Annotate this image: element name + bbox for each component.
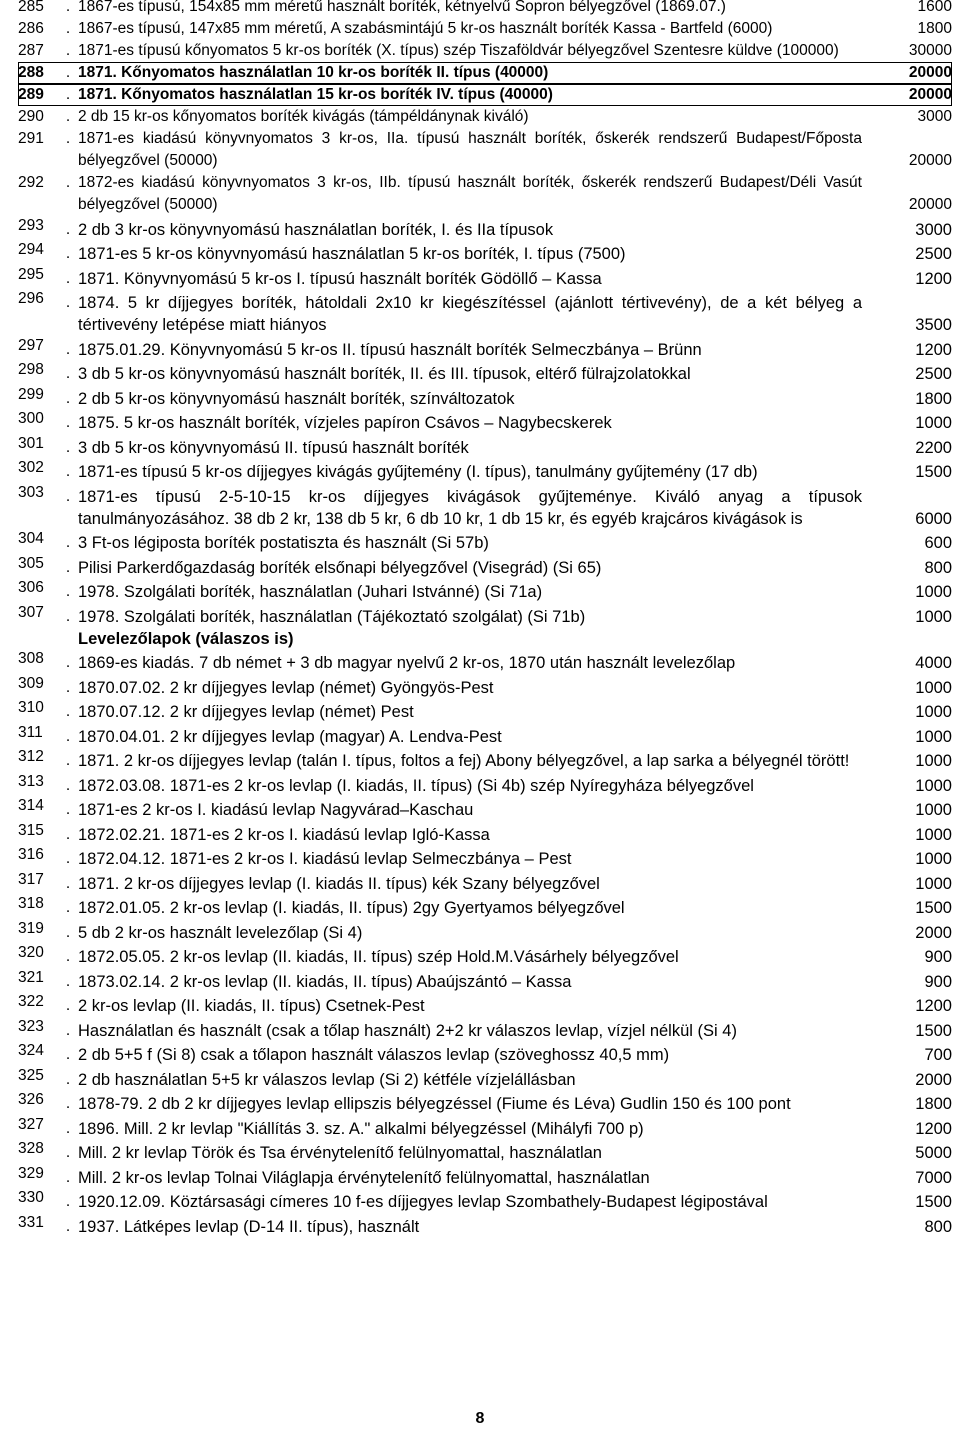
section-title: Levelezőlapok (válaszos is) <box>78 629 294 648</box>
lot-number: 320 <box>18 944 44 961</box>
lot-number: 316 <box>18 846 44 863</box>
lot-price: 1000 <box>915 801 952 819</box>
list-item: 295 . 1871. Könyvnyomású 5 kr-os I. típusú használt boríték Gödöllő – Kassa 1200 <box>18 265 952 288</box>
lot-number: 321 <box>18 968 44 986</box>
lot-number: 310 <box>18 699 44 716</box>
list-item: 296 . 1874. 5 kr díjjegyes boríték, hátoldali 2x10 kr kiegészítéssel (ajánlott tértivevény), de a két bélyeg a tértivevény letépése miatt hiányos 3500 <box>18 290 952 334</box>
lot-price: 2500 <box>915 365 952 383</box>
lot-description: 1872.03.08. 1871-es 2 kr-os levlap (I. kiadás, II. típus) (Si 4b) szép Nyíregyháza bélyegzővel <box>78 776 754 795</box>
lot-price: 7000 <box>915 1168 952 1187</box>
list-item: 319 . 5 db 2 kr-os használt levelezőlap (Si 4) 2000 <box>18 919 952 942</box>
lot-number: 290 <box>18 108 44 125</box>
lot-description: 1870.07.02. 2 kr díjjegyes levlap (német) Gyöngyös-Pest <box>78 678 494 697</box>
lot-number: 328 <box>18 1140 44 1157</box>
lot-number: 323 <box>18 1017 44 1035</box>
lot-number: 331 <box>18 1213 44 1231</box>
lot-number: 315 <box>18 821 44 839</box>
lot-price: 20000 <box>908 152 952 169</box>
lot-price: 1800 <box>917 20 952 37</box>
list-item: 314 . 1871-es 2 kr-os I. kiadású levlap Nagyvárad–Kaschau 1000 <box>18 797 952 819</box>
lot-price: 2500 <box>915 245 952 263</box>
list-item: 311 . 1870.04.01. 2 kr díjjegyes levlap (magyar) A. Lendva-Pest 1000 <box>18 723 952 746</box>
lot-price: 1200 <box>915 997 952 1015</box>
lot-description: 2 db 5 kr-os könyvnyomású használt boríték, színváltozatok <box>78 389 515 408</box>
lot-description: 3 Ft-os légiposta boríték postatiszta és használt (Si 57b) <box>78 534 489 552</box>
lot-description: 1870.07.12. 2 kr díjjegyes levlap (német) Pest <box>78 703 414 721</box>
list-item: 294 . 1871-es 5 kr-os könyvnyomású használatlan 5 kr-os boríték, I. típus (7500) 2500 <box>18 241 952 263</box>
lot-price: 800 <box>924 558 952 577</box>
list-item: 305 . Pilisi Parkerdőgazdaság boríték elsőnapi bélyegzővel (Visegrád) (Si 65) 800 <box>18 554 952 577</box>
lot-description: 1872.01.05. 2 kr-os levlap (I. kiadás, II. típus) 2gy Gyertyamos bélyegzővel <box>78 899 625 917</box>
lot-description: 1869-es kiadás. 7 db német + 3 db magyar nyelvű 2 kr-os, 1870 után használt levelezőlap <box>78 654 736 672</box>
lot-price: 1800 <box>915 1095 952 1113</box>
lot-number: 314 <box>18 797 44 814</box>
list-item: 327 . 1896. Mill. 2 kr levlap "Kiállítás 3. sz. A." alkalmi bélyegzéssel (Mihályfi 700 p) 1200 <box>18 1115 952 1138</box>
lot-number: 327 <box>18 1115 44 1133</box>
lot-description: Mill. 2 kr levlap Török és Tsa érvénytelenítő felülnyomattal, használatlan <box>78 1144 602 1162</box>
list-item: 291 . 1871-es kiadású könyvnyomatos 3 kr-os, IIa. típusú használt boríték, őskerék rendszerű Budapest/Főposta bélyegzővel (50000) 20000 <box>18 128 952 172</box>
lot-price: 1500 <box>915 463 952 481</box>
lot-price: 1200 <box>915 269 952 288</box>
lot-description: 1872.02.21. 1871-es 2 kr-os I. kiadású levlap Igló-Kassa <box>78 825 490 844</box>
lot-number: 304 <box>18 530 44 547</box>
lot-description: 1867-es típusú, 147x85 mm méretű, A szabásmintájú 5 kr-os használt boríték Kassa - Bartfeld (6000) <box>78 20 773 37</box>
list-item: 315 . 1872.02.21. 1871-es 2 kr-os I. kiadású levlap Igló-Kassa 1000 <box>18 821 952 844</box>
lot-description: 1871-es kiadású könyvnyomatos 3 kr-os, IIa. típusú használt boríték, őskerék rendszerű Budapest/Főposta bélyegzővel (50000) <box>78 130 862 169</box>
lot-price: 1000 <box>915 850 952 868</box>
lot-description: 1871. Könyvnyomású 5 kr-os I. típusú használt boríték Gödöllő – Kassa <box>78 269 602 288</box>
lot-description: 1871. Kőnyomatos használatlan 10 kr-os boríték II. típus (40000) <box>78 64 549 81</box>
lot-number: 305 <box>18 554 44 572</box>
lot-price: 1000 <box>915 776 952 795</box>
lot-price: 1000 <box>915 678 952 697</box>
lot-description: 1874. 5 kr díjjegyes boríték, hátoldali 2x10 kr kiegészítéssel (ajánlott tértivevény), de a két bélyeg a tértivevény letépése miatt hiányos <box>78 294 862 334</box>
lot-price: 1500 <box>915 1021 952 1040</box>
lot-number: 286 <box>18 20 44 37</box>
page-number: 8 <box>475 1410 485 1427</box>
lot-number: 295 <box>18 265 44 283</box>
lot-description: 1871-es típusú 2-5-10-15 kr-os díjjegyes kivágások gyűjteménye. Kiváló anyag a típusok tanulmányozásához. 38 db 2 kr, 138 db 5 kr, 6 db 10 kr, 1 db 15 kr, és egyéb krajcáros kivágások is <box>78 487 862 528</box>
lot-description: 2 db 15 kr-os kőnyomatos boríték kivágás (támpéldánynak kiváló) <box>78 108 529 125</box>
lot-number: 294 <box>18 241 44 258</box>
lot-description: 1920.12.09. Köztársasági címeres 10 f-es díjjegyes levlap Szombathely-Budapest légipostával <box>78 1193 768 1211</box>
lot-number: 325 <box>18 1066 44 1084</box>
lot-number: 299 <box>18 385 44 403</box>
list-item: 298 . 3 db 5 kr-os könyvnyomású használt boríték, II. és III. típusok, eltérő fülrajzolatokkal 2500 <box>18 361 952 383</box>
list-item: 307 . 1978. Szolgálati boríték, használatlan (Tájékoztató szolgálat) (Si 71b) 1000 <box>18 603 952 626</box>
list-item: 326 . 1878-79. 2 db 2 kr díjjegyes levlap ellipszis bélyegzéssel (Fiume és Léva) Gudlin 150 és 100 pont 1800 <box>18 1091 952 1113</box>
lot-price: 3000 <box>917 108 952 125</box>
list-item: 309 . 1870.07.02. 2 kr díjjegyes levlap (német) Gyöngyös-Pest 1000 <box>18 674 952 697</box>
lot-price: 1000 <box>915 752 952 770</box>
list-item: 292 . 1872-es kiadású könyvnyomatos 3 kr-os, IIb. típusú használt boríték, őskerék rendszerű Budapest/Déli Vasút bélyegzővel (50000) 20000 <box>18 172 952 216</box>
lot-price: 1000 <box>915 874 952 893</box>
lot-number: 308 <box>18 650 44 667</box>
lot-description: 1871-es 2 kr-os I. kiadású levlap Nagyvárad–Kaschau <box>78 801 474 819</box>
list-item: 310 . 1870.07.12. 2 kr díjjegyes levlap (német) Pest 1000 <box>18 699 952 721</box>
list-item: 330 . 1920.12.09. Köztársasági címeres 10 f-es díjjegyes levlap Szombathely-Budapest légipostával 1500 <box>18 1189 952 1211</box>
lot-price: 20000 <box>908 64 952 81</box>
list-item: 306 . 1978. Szolgálati boríték, használatlan (Juhari Istvánné) (Si 71a) 1000 <box>18 579 952 601</box>
lot-price: 1800 <box>915 389 952 408</box>
lot-description: 1873.02.14. 2 kr-os levlap (II. kiadás, II. típus) Abaújszántó – Kassa <box>78 972 572 991</box>
lot-price: 1000 <box>915 727 952 746</box>
lot-number: 301 <box>18 434 44 452</box>
list-item: 304 . 3 Ft-os légiposta boríték postatiszta és használt (Si 57b) 600 <box>18 530 952 552</box>
lot-price: 1000 <box>915 607 952 626</box>
lot-price: 2000 <box>915 1070 952 1089</box>
lot-number: 309 <box>18 674 44 692</box>
lot-price: 700 <box>924 1046 952 1064</box>
lot-price: 2000 <box>915 923 952 942</box>
lot-number: 298 <box>18 361 44 378</box>
lot-number: 296 <box>18 290 44 307</box>
lot-number: 311 <box>18 723 43 741</box>
lot-number: 329 <box>18 1164 44 1182</box>
lot-description: 1871-es típusú kőnyomatos 5 kr-os boríték (X. típus) szép Tiszaföldvár bélyegzővel Szentesre küldve (100000) <box>78 42 839 59</box>
lot-number: 288 <box>18 64 44 81</box>
list-item: 312 . 1871. 2 kr-os díjjegyes levlap (talán I. típus, foltos a fej) Abony bélyegzővel, a lap sarka a bélyegnél törött! 1000 <box>18 748 952 770</box>
lot-number: 303 <box>18 483 44 501</box>
list-item: 328 . Mill. 2 kr levlap Török és Tsa érvénytelenítő felülnyomattal, használatlan 5000 <box>18 1140 952 1162</box>
lot-number: 297 <box>18 336 44 354</box>
lot-number: 302 <box>18 459 44 476</box>
lot-price: 600 <box>924 534 952 552</box>
lot-price: 30000 <box>908 42 952 59</box>
lot-price: 900 <box>924 948 952 966</box>
lot-price: 1000 <box>915 583 952 601</box>
lot-description: 1878-79. 2 db 2 kr díjjegyes levlap ellipszis bélyegzéssel (Fiume és Léva) Gudlin 150 és 100 pont <box>78 1095 791 1113</box>
lot-description: Mill. 2 kr-os levlap Tolnai Világlapja érvénytelenítő felülnyomattal, használatlan <box>78 1168 650 1187</box>
lot-price: 1500 <box>915 1193 952 1211</box>
list-item: 321 . 1873.02.14. 2 kr-os levlap (II. kiadás, II. típus) Abaújszántó – Kassa 900 <box>18 968 952 991</box>
lot-description: 2 db 5+5 f (Si 8) csak a tőlapon használt válaszos levlap (szöveghossz 40,5 mm) <box>78 1046 670 1064</box>
lot-number: 312 <box>18 748 44 765</box>
list-item: 287 . 1871-es típusú kőnyomatos 5 kr-os boríték (X. típus) szép Tiszaföldvár bélyegzővel Szentesre küldve (100000) 30000 <box>18 40 952 62</box>
lot-number: 318 <box>18 895 44 912</box>
lot-description: Használatlan és használt (csak a tőlap használt) 2+2 kr válaszos levlap, vízjel nélkül (Si 4) <box>78 1021 737 1040</box>
lot-description: 1870.04.01. 2 kr díjjegyes levlap (magyar) A. Lendva-Pest <box>78 727 502 746</box>
lot-number: 326 <box>18 1091 44 1108</box>
lot-description: Pilisi Parkerdőgazdaság boríték elsőnapi bélyegzővel (Visegrád) (Si 65) <box>78 558 602 577</box>
lot-description: 1872.05.05. 2 kr-os levlap (II. kiadás, II. típus) szép Hold.M.Vásárhely bélyegzővel <box>78 948 679 966</box>
lot-description: 5 db 2 kr-os használt levelezőlap (Si 4) <box>78 923 363 942</box>
lot-description: 1871. Kőnyomatos használatlan 15 kr-os boríték IV. típus (40000) <box>78 86 553 103</box>
list-item: 324 . 2 db 5+5 f (Si 8) csak a tőlapon használt válaszos levlap (szöveghossz 40,5 mm) 700 <box>18 1042 952 1064</box>
lot-price: 1500 <box>915 899 952 917</box>
lot-number: 289 <box>18 86 44 103</box>
list-item: 308 . 1869-es kiadás. 7 db német + 3 db magyar nyelvű 2 kr-os, 1870 után használt levelezőlap 4000 <box>18 650 952 672</box>
lot-number: 313 <box>18 772 44 790</box>
lot-description: 2 db használatlan 5+5 kr válaszos levlap (Si 2) kétféle vízjelállásban <box>78 1070 576 1089</box>
lot-description: 1875.01.29. Könyvnyomású 5 kr-os II. típusú használt boríték Selmeczbánya – Brünn <box>78 340 702 359</box>
lot-price: 1200 <box>915 340 952 359</box>
lot-description: 1871-es típusú 5 kr-os díjjegyes kivágás gyűjtemény (I. típus), tanulmány gyűjtemény (17 db) <box>78 463 758 481</box>
lot-description: 1872.04.12. 1871-es 2 kr-os I. kiadású levlap Selmeczbánya – Pest <box>78 850 572 868</box>
list-item: 329 . Mill. 2 kr-os levlap Tolnai Világlapja érvénytelenítő felülnyomattal, használatlan 7000 <box>18 1164 952 1187</box>
list-item: 290 . 2 db 15 kr-os kőnyomatos boríték kivágás (támpéldánynak kiváló) 3000 <box>18 106 952 128</box>
lot-number: 319 <box>18 919 44 937</box>
lot-description: 1875. 5 kr-os használt boríték, vízjeles papíron Csávos – Nagybecskerek <box>78 414 612 432</box>
catalog-list <box>18 0 952 1238</box>
lot-number: 291 <box>18 130 44 147</box>
lot-number: 306 <box>18 579 44 596</box>
lot-price: 3500 <box>915 316 952 334</box>
list-item: 317 . 1871. 2 kr-os díjjegyes levlap (I. kiadás II. típus) kék Szany bélyegzővel 1000 <box>18 870 952 893</box>
lot-number: 300 <box>18 410 44 427</box>
list-item: 323 . Használatlan és használt (csak a tőlap használt) 2+2 kr válaszos levlap, vízjel nélkül (Si 4) 1500 <box>18 1017 952 1040</box>
lot-description: 2 kr-os levlap (II. kiadás, II. típus) Csetnek-Pest <box>78 997 425 1015</box>
lot-price: 1000 <box>915 825 952 844</box>
list-item: 313 . 1872.03.08. 1871-es 2 kr-os levlap (I. kiadás, II. típus) (Si 4b) szép Nyíregyháza bélyegzővel 1000 <box>18 772 952 795</box>
lot-number: 287 <box>18 42 44 59</box>
lot-price: 3000 <box>915 220 952 239</box>
lot-number: 292 <box>18 174 44 191</box>
lot-number: 285 <box>18 0 44 15</box>
lot-description: 3 db 5 kr-os könyvnyomású használt boríték, II. és III. típusok, eltérő fülrajzolatokkal <box>78 365 691 383</box>
list-item: 297 . 1875.01.29. Könyvnyomású 5 kr-os II. típusú használt boríték Selmeczbánya – Brünn 1200 <box>18 336 952 359</box>
list-item: 289 . 1871. Kőnyomatos használatlan 15 kr-os boríték IV. típus (40000) 20000 <box>18 84 952 106</box>
lot-description: 1872-es kiadású könyvnyomatos 3 kr-os, IIb. típusú használt boríték, őskerék rendszerű Budapest/Déli Vasút bélyegzővel (50000) <box>78 174 862 213</box>
lot-number: 322 <box>18 993 44 1010</box>
list-item: 285 . 1867-es típusú, 154x85 mm méretű használt boríték, kétnyelvű Sopron bélyegzővel (1869.07.) 1600 <box>18 0 952 18</box>
lot-number: 307 <box>18 603 44 621</box>
list-item: 303 . 1871-es típusú 2-5-10-15 kr-os díjjegyes kivágások gyűjteménye. Kiváló anyag a típusok tanulmányozásához. 38 db 2 kr, 138 db 5 kr, 6 db 10 kr, 1 db 15 kr, és egyéb krajcáros kivágások is 6000 <box>18 483 952 528</box>
lot-description: 1978. Szolgálati boríték, használatlan (Tájékoztató szolgálat) (Si 71b) <box>78 607 586 626</box>
list-item: 286 . 1867-es típusú, 147x85 mm méretű, A szabásmintájú 5 kr-os használt boríték Kassa - Bartfeld (6000) 1800 <box>18 18 952 40</box>
lot-description: 1871. 2 kr-os díjjegyes levlap (talán I. típus, foltos a fej) Abony bélyegzővel, a lap sarka a bélyegnél törött! <box>78 752 850 770</box>
lot-price: 900 <box>924 972 952 991</box>
lot-description: 1978. Szolgálati boríték, használatlan (Juhari Istvánné) (Si 71a) <box>78 583 543 601</box>
lot-description: 1937. Látképes levlap (D-14 II. típus), használt <box>78 1217 420 1236</box>
lot-number: 293 <box>18 216 44 234</box>
lot-price: 1000 <box>915 414 952 432</box>
lot-description: 1896. Mill. 2 kr levlap "Kiállítás 3. sz. A." alkalmi bélyegzéssel (Mihályfi 700 p) <box>78 1119 644 1138</box>
lot-description: 2 db 3 kr-os könyvnyomású használatlan boríték, I. és IIa típusok <box>78 220 554 239</box>
lot-price: 1200 <box>915 1119 952 1138</box>
lot-description: 1871. 2 kr-os díjjegyes levlap (I. kiadás II. típus) kék Szany bélyegzővel <box>78 874 600 893</box>
list-item: 325 . 2 db használatlan 5+5 kr válaszos levlap (Si 2) kétféle vízjelállásban 2000 <box>18 1066 952 1089</box>
lot-number: 330 <box>18 1189 44 1206</box>
list-item: 302 . 1871-es típusú 5 kr-os díjjegyes kivágás gyűjtemény (I. típus), tanulmány gyűjtemény (17 db) 1500 <box>18 459 952 481</box>
lot-price: 1000 <box>915 703 952 721</box>
list-item: 322 . 2 kr-os levlap (II. kiadás, II. típus) Csetnek-Pest 1200 <box>18 993 952 1015</box>
lot-number: 317 <box>18 870 44 888</box>
list-item: 316 . 1872.04.12. 1871-es 2 kr-os I. kiadású levlap Selmeczbánya – Pest 1000 <box>18 846 952 868</box>
list-item: 300 . 1875. 5 kr-os használt boríték, vízjeles papíron Csávos – Nagybecskerek 1000 <box>18 410 952 432</box>
list-item: 318 . 1872.01.05. 2 kr-os levlap (I. kiadás, II. típus) 2gy Gyertyamos bélyegzővel 1500 <box>18 895 952 917</box>
list-item: 293 . 2 db 3 kr-os könyvnyomású használatlan boríték, I. és IIa típusok 3000 <box>18 216 952 239</box>
list-item: 288 . 1871. Kőnyomatos használatlan 10 kr-os boríték II. típus (40000) 20000 <box>18 62 952 84</box>
list-item: 331 . 1937. Látképes levlap (D-14 II. típus), használt 800 <box>18 1213 952 1236</box>
lot-description: 1871-es 5 kr-os könyvnyomású használatlan 5 kr-os boríték, I. típus (7500) <box>78 245 626 263</box>
lot-description: 1867-es típusú, 154x85 mm méretű használt boríték, kétnyelvű Sopron bélyegzővel (1869.07.) <box>78 0 726 15</box>
lot-price: 800 <box>924 1217 952 1236</box>
lot-price: 20000 <box>908 196 952 213</box>
lot-price: 2200 <box>915 438 952 457</box>
lot-number: 324 <box>18 1042 44 1059</box>
lot-description: 3 db 5 kr-os könyvnyomású II. típusú használt boríték <box>78 438 469 457</box>
list-item: 301 . 3 db 5 kr-os könyvnyomású II. típusú használt boríték 2200 <box>18 434 952 457</box>
lot-price: 20000 <box>908 86 952 103</box>
list-item: 320 . 1872.05.05. 2 kr-os levlap (II. kiadás, II. típus) szép Hold.M.Vásárhely bélyegzővel 900 <box>18 944 952 966</box>
lot-price: 1600 <box>917 0 952 15</box>
lot-price: 5000 <box>915 1144 952 1162</box>
lot-price: 4000 <box>915 654 952 672</box>
list-item: 299 . 2 db 5 kr-os könyvnyomású használt boríték, színváltozatok 1800 <box>18 385 952 408</box>
lot-price: 6000 <box>915 509 952 528</box>
